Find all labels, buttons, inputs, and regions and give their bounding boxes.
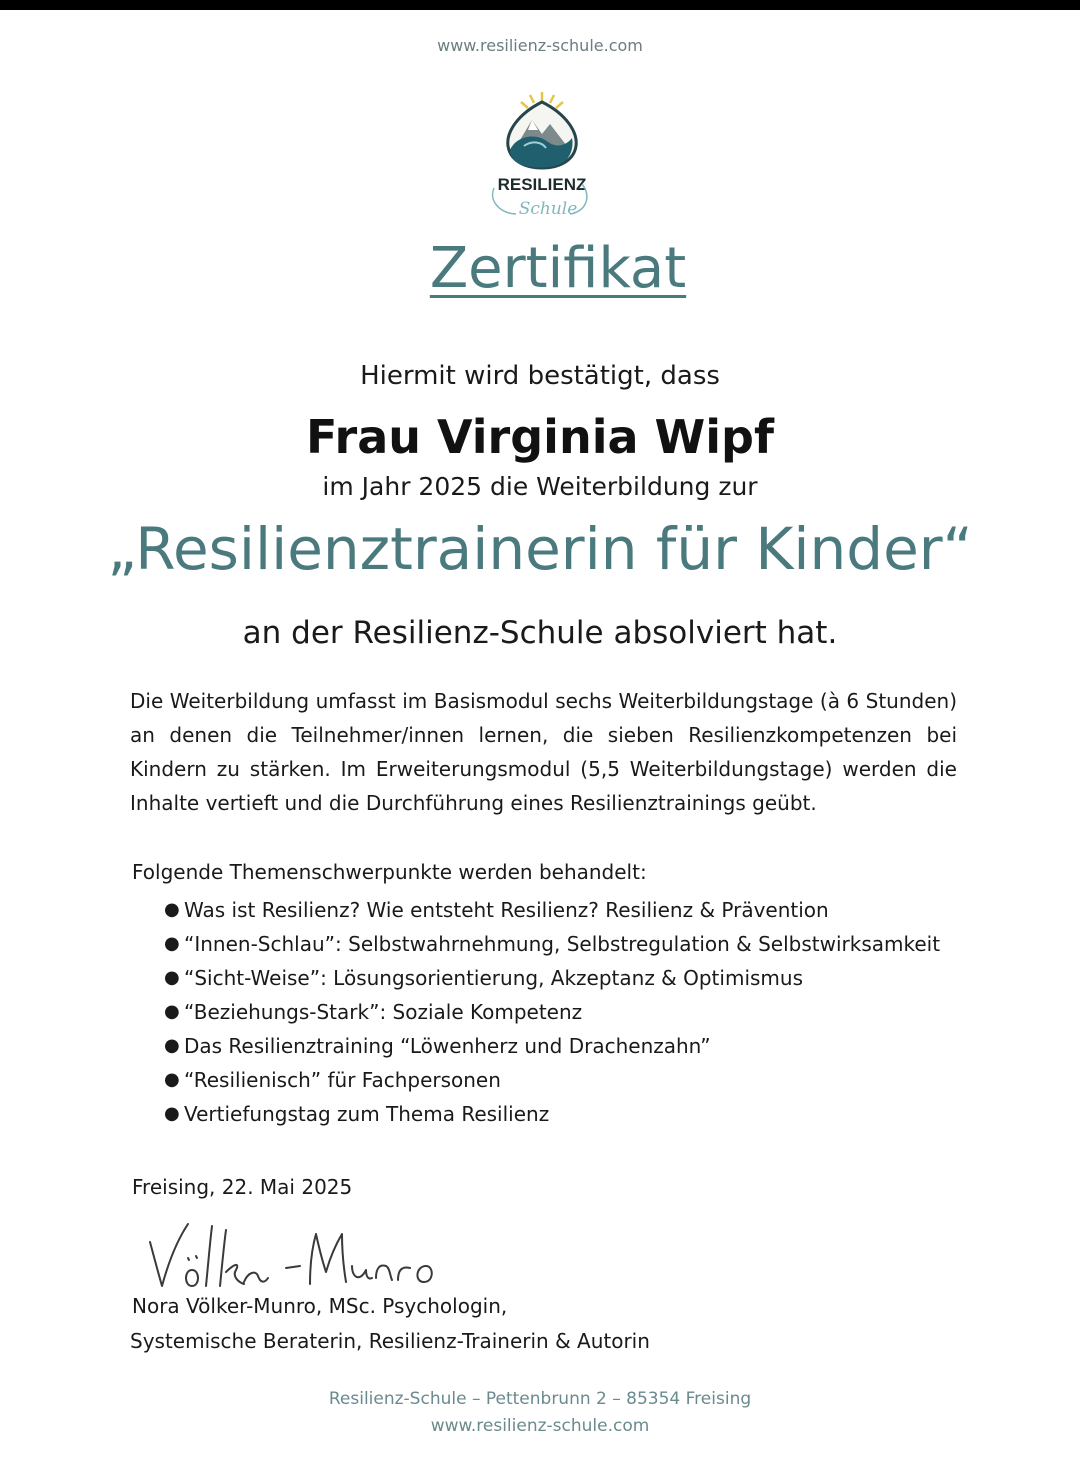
topic-label: Was ist Resilienz? Wie entsteht Resilienz? Resilienz & Prävention	[184, 898, 829, 922]
topic-label: Vertiefungstag zum Thema Resilienz	[184, 1102, 550, 1126]
header-url: www.resilienz-schule.com	[437, 36, 643, 55]
bullet-icon: ●	[164, 1069, 180, 1090]
bullet-icon: ●	[164, 933, 180, 954]
resilienz-schule-logo-icon	[486, 84, 598, 224]
handwritten-signature	[140, 1212, 440, 1292]
completion-text: an der Resilienz-Schule absolviert hat.	[242, 615, 838, 651]
bullet-icon: ●	[164, 967, 180, 988]
bullet-icon: ●	[164, 899, 180, 920]
logo-text-schule: Schule	[518, 199, 578, 219]
year-line: im Jahr 2025 die Weiterbildung zur	[322, 472, 758, 501]
signer-title: Systemische Beraterin, Resilienz-Trainerin & Autorin	[130, 1329, 650, 1353]
bullet-icon: ●	[164, 1103, 180, 1124]
list-item	[164, 927, 940, 961]
place-date: Freising, 22. Mai 2025	[132, 1175, 353, 1199]
topic-label: “Resilienisch” für Fachpersonen	[184, 1068, 501, 1092]
description-paragraph: Die Weiterbildung umfasst im Basismodul sechs Weiterbildungstage (à 6 Stunden) an denen die Teilnehmer/innen lernen, die sieben Resilienzkompetenzen bei Kindern zu stärken. Im Erweiterungsmodul (5,5 Weiterbildungstage) werden die Inhalte vertieft und die Durchführung eines Resilienztrainings geübt.	[130, 689, 957, 815]
footer-url: www.resilienz-schule.com	[430, 1416, 650, 1436]
topics-heading: Folgende Themenschwerpunkte werden behandelt:	[132, 860, 647, 884]
recipient-name: Frau Virginia Wipf	[306, 410, 774, 464]
course-title: „Resilienztrainerin für Kinder“	[107, 515, 973, 583]
footer-address: Resilienz-Schule – Pettenbrunn 2 – 85354 Freising	[328, 1389, 752, 1409]
topic-label: “Innen-Schlau”: Selbstwahrnehmung, Selbstregulation & Selbstwirksamkeit	[184, 932, 941, 956]
topic-label: Das Resilienztraining “Löwenherz und Drachenzahn”	[184, 1034, 711, 1058]
list-item	[164, 995, 940, 1029]
logo-text-resilienz: RESILIENZ	[497, 175, 587, 194]
topics-list	[164, 893, 940, 1131]
certificate-title: Zertifikat	[429, 236, 687, 301]
signer-name: Nora Völker-Munro, MSc. Psychologin,	[132, 1294, 508, 1318]
bullet-icon: ●	[164, 1001, 180, 1022]
confirmation-text: Hiermit wird bestätigt, dass	[360, 361, 720, 391]
topic-label: “Sicht-Weise”: Lösungsorientierung, Akzeptanz & Optimismus	[184, 966, 803, 990]
list-item	[164, 961, 940, 995]
list-item	[164, 1029, 940, 1063]
list-item	[164, 1063, 940, 1097]
list-item	[164, 1097, 940, 1131]
bullet-icon: ●	[164, 1035, 180, 1056]
topic-label: “Beziehungs-Stark”: Soziale Kompetenz	[184, 1000, 583, 1024]
top-bar	[0, 0, 1080, 10]
list-item	[164, 893, 940, 927]
